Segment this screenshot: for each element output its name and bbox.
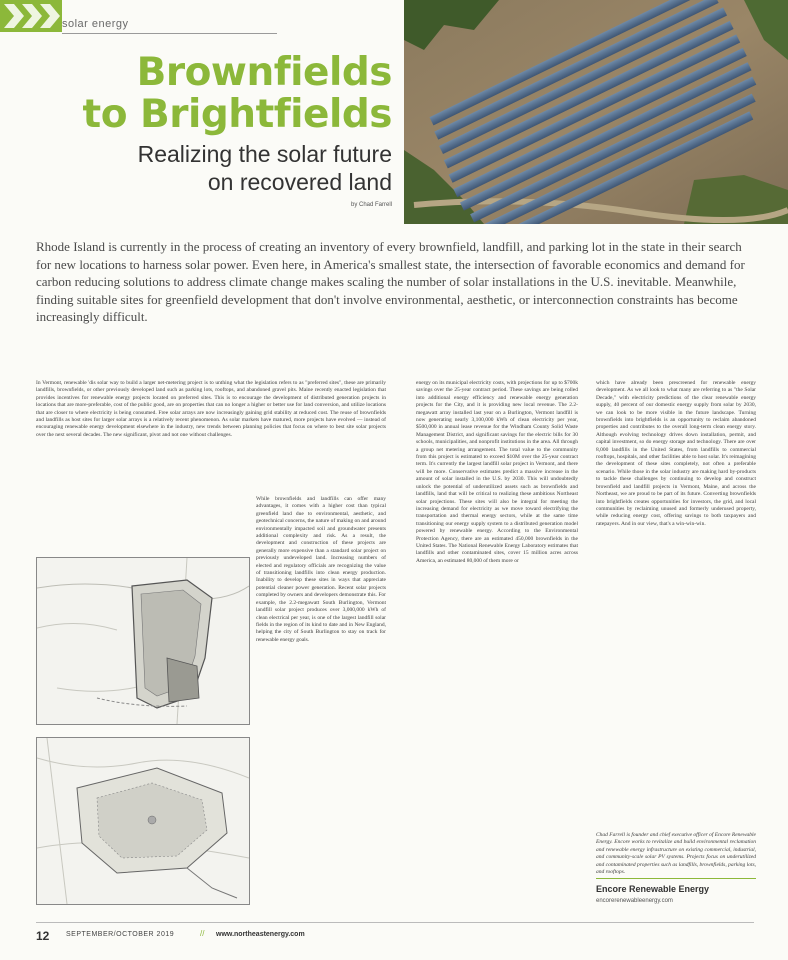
company-rule — [596, 878, 756, 879]
landfill-site-map-2 — [36, 737, 250, 905]
article-subtitle — [138, 140, 392, 196]
article-title — [83, 52, 392, 136]
magazine-website[interactable]: www.northeastenergy.com — [216, 931, 305, 938]
solar-array-photo — [404, 0, 788, 224]
body-column-c: which have already been prescreened for renewable energy development. As we all look to what many are referring to as "the Solar Decade," with electricity predictions of the clear renewable energy supply, 40 percent of our domestic energy supply from solar by 2030, we can look to be more visible in the future landscape. Turning brownfields into brightfields is an opportunity to reclaim abandoned properties and contributes to the overall long-term clean energy story. Although evolving technology drives down installation, permit, and capital investment, so do energy storage and technology. There are over 8,000 landfills in the United States, from landfills to commercial rooftops, hospitals, and other facilities able to host solar. It's reimagining the development of these sites completely, not often a preferable scenario. While those in the solar industry are making hard by-products to tackle these challenges by continuing to develop and construct brownfield and landfill projects in Vermont, Maine, and across the Northeast, we are proud to be part of its future. Converting brownfields into brightfields creates opportunities for investors, the grid, and local communities by reclaiming unused and formerly underused property, while reducing energy cost, offering savings to both taxpayers and ratepayers. And in our view, that's a win-win-win. — [596, 380, 757, 527]
subtitle-line-2: on recovered land — [207, 169, 392, 195]
author-bio: Chad Farrell is founder and chief executive officer of Encore Renewable Energy. Encore works to revitalize and build environmental reclamation and renewable energy infrastructure on existing commercial, industrial, and community-scale solar PV systems. Projects focus on underutilized and contaminated properties such as landfills, brownfields, parking lots, and rooftops. — [596, 832, 756, 876]
company-name: Encore Renewable Energy — [596, 884, 710, 894]
section-tag: solar energy — [62, 18, 129, 30]
title-line-2: to Brightfields — [82, 92, 392, 137]
page-number: 12 — [36, 929, 50, 943]
body-column-a-side: While brownfields and landfills can offer many advantages, it comes with a higher cost than typical greenfield land due to environmental, aesthetic, and geotechnical concerns, the nature of making on and around environmentally impacted soil and groundwater presents additional complexity and risk. As a result, the development and construction of these projects are generally more expensive than a standard solar project on previously undeveloped land. Increasing numbers of elected and regulatory officials are recognizing the value of transitioning landfills into clean energy production. Inability to develop these sites in ways that appreciate potential cleaner power generation. Recent solar projects completed by owners and developers demonstrate this. For example, the 2.2-megawatt South Burlington, Vermont landfill solar project produces over 3,000,000 kWh of clean electrical per year, is one of the largest landfill solar fields in the region of its kind to date and in New England, helping the city of South Burlington to stay on track for renewable energy goals. — [256, 496, 386, 643]
company-website[interactable]: encorerenewableenergy.com — [596, 898, 673, 904]
lede-paragraph: Rhode Island is currently in the process of creating an inventory of every brownfield, landfill, and parking lot in the state in their search for new locations to harness solar power. Even here, in America's smallest state, the intersection of favorable economics and demand for carbon reducing solutions to address climate change makes scaling the number of solar installations in the U.S. inevitable. Meanwhile, finding suitable sites for greenfield development that don't involve environmental, aesthetic, or interconnection constraints has become increasingly difficult. — [36, 239, 745, 325]
subtitle-line-1: Realizing the solar future — [137, 141, 392, 167]
byline: by Chad Farrell — [350, 202, 392, 208]
body-column-b: energy on its municipal electricity costs, with projections for up to $700k savings over the 25-year contract period. These savings are being rolled into additional energy efficiency and renewable energy generation projects for the City, and it is providing new local revenue. The 2.2-megawatt array installed last year on a Burlington, Vermont landfill is now generating nearly 3,100,000 kWh of clean electricity per year, $500,000 in annual lease revenue for the Windham County Solid Waste Management District, and significant savings for the electric bills for 30 schools, municipalities, and nonprofit institutions in the area. All through a group net metering arrangement. The total value to the community from this project is estimated to exceed $10M over the 25-year contract term. It's currently the largest landfill solar project in Vermont, and there will be more. Conservative estimates predict a massive increase in the amount of solar installed in the U.S. by 2030. This will undoubtedly unlock the potential of underutilized assets such as brownfields and landfills, land that will be critical to realizing these ambitious Northeast solar projections. These sites will also be integral for meeting the increasing demand for electricity as we move toward electrifying the transportation and thermal energy sectors, while at the same time transitioning our energy supply system to a distributed generation model powered by renewable energy. According to the Environmental Protection Agency, there are an estimated 450,000 brownfields in the United States. The National Renewable Energy Laboratory estimates that landfills and other contaminated sites, cover 15 million acres across America, an estimated 80,000 of them more or — [416, 380, 578, 564]
footer-separator: // — [200, 929, 205, 938]
section-tag-rule — [62, 33, 277, 34]
title-line-1: Brownfields — [136, 50, 392, 95]
body-column-a-top: In Vermont, renewable 'dis solar way to build a larger net-metering project is to unthing what the legislation refers to as "preferred sites", these are primarily landfills, brownfields, or other previously developed land such as parking lots, rooftops, and abandoned gravel pits. Maine recently enacted legislation that provides incentives for renewable energy projects located on preferred sites. This is to encourage the development of distributed generation projects in locations that are more-preferable, cost of the public good, are on properties that can no longer a higher or better use for land conversion, and utilize locations that are closer to where electricity is being consumed. Free solar arrays are now increasingly gaining grid stability at reduced cost. The reuse of brownfields and landfills as host sites for larger solar arrays is a relatively recent phenomenon. As solar markets have matured, more projects have evolved — instead of encouraging renewable energy development elsewhere in the industry, new trends between planning policies that focus on where to best site solar projects over the next several decades. The new significant, pivot and not one without challenges. — [36, 380, 386, 438]
footer-rule — [36, 922, 754, 923]
issue-date: SEPTEMBER/OCTOBER 2019 — [66, 931, 175, 938]
landfill-site-map-1 — [36, 557, 250, 725]
chevron-banner-icon — [0, 0, 62, 32]
